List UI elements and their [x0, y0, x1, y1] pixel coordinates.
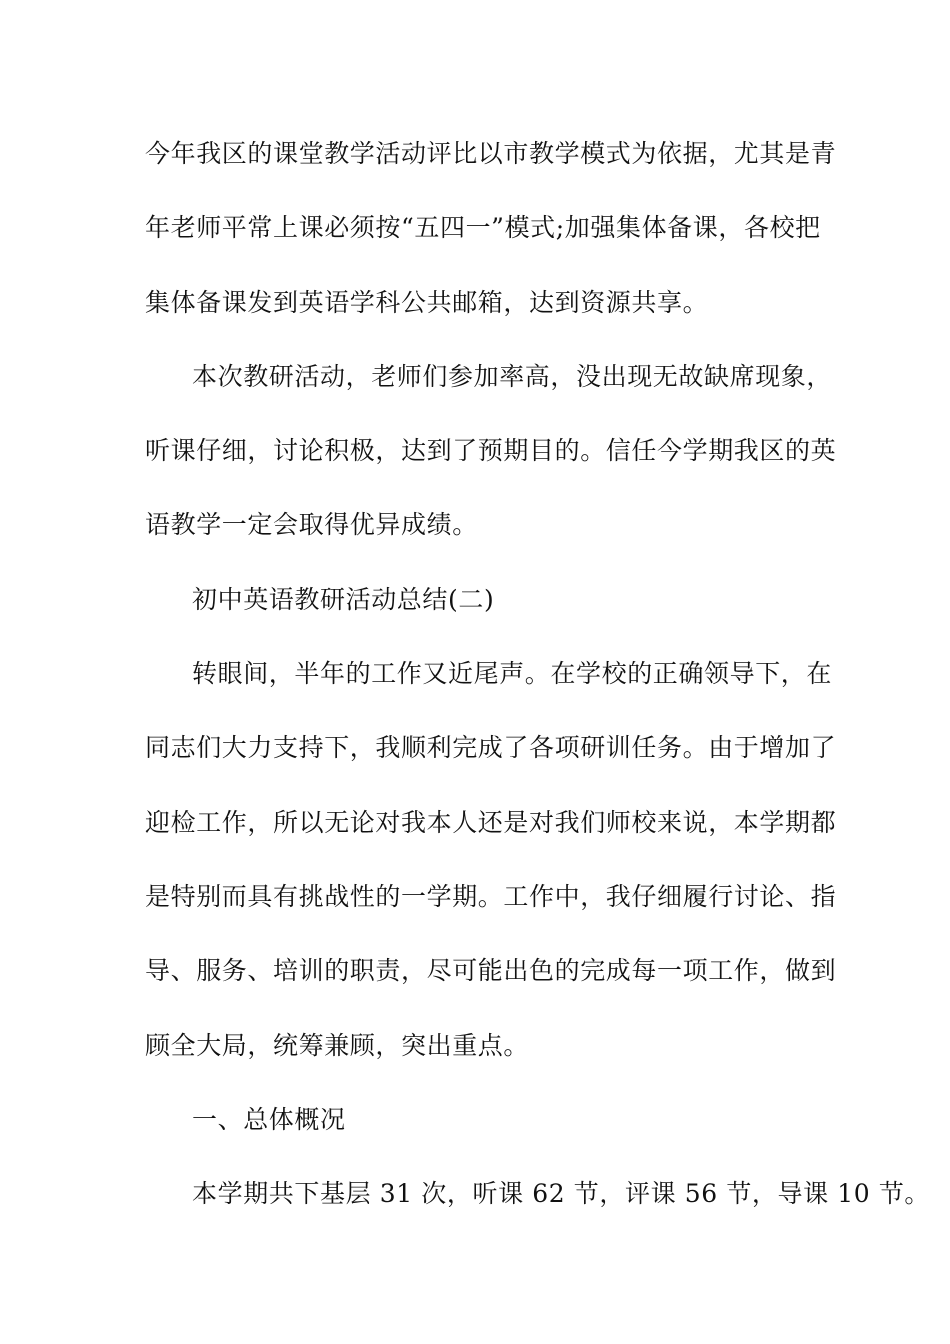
section-heading: 一、总体概况	[192, 1104, 346, 1134]
document-body	[145, 117, 931, 1231]
section-title: 初中英语教研活动总结(二)	[192, 584, 495, 614]
text-line: 集体备课发到英语学科公共邮箱，达到资源共享。	[145, 287, 709, 317]
paragraph-start: 本学期共下基层 31 次，听课 62 节，评课 56 节，导课 10 节。	[192, 1179, 931, 1209]
text-line: 同志们大力支持下，我顺利完成了各项研训任务。由于增加了	[145, 733, 837, 763]
text-line: 语教学一定会取得优异成绩。	[145, 510, 478, 540]
text-line: 顾全大局，统筹兼顾，突出重点。	[145, 1030, 530, 1060]
text-line: 迎检工作，所以无论对我本人还是对我们师校来说，本学期都	[145, 807, 837, 837]
text-line: 听课仔细，讨论积极，达到了预期目的。信任今学期我区的英	[145, 436, 837, 466]
text-line: 年老师平常上课必须按“五四一”模式;加强集体备课，各校把	[145, 213, 821, 243]
text-line: 今年我区的课堂教学活动评比以市教学模式为依据，尤其是青	[145, 139, 837, 168]
paragraph-start: 本次教研活动，老师们参加率高，没出现无故缺席现象，	[192, 361, 833, 391]
paragraph-start: 转眼间，半年的工作又近尾声。在学校的正确领导下，在	[192, 659, 833, 689]
text-line: 是特别而具有挑战性的一学期。工作中，我仔细履行讨论、指	[145, 881, 837, 911]
text-line: 导、服务、培训的职责，尽可能出色的完成每一项工作，做到	[145, 956, 837, 986]
